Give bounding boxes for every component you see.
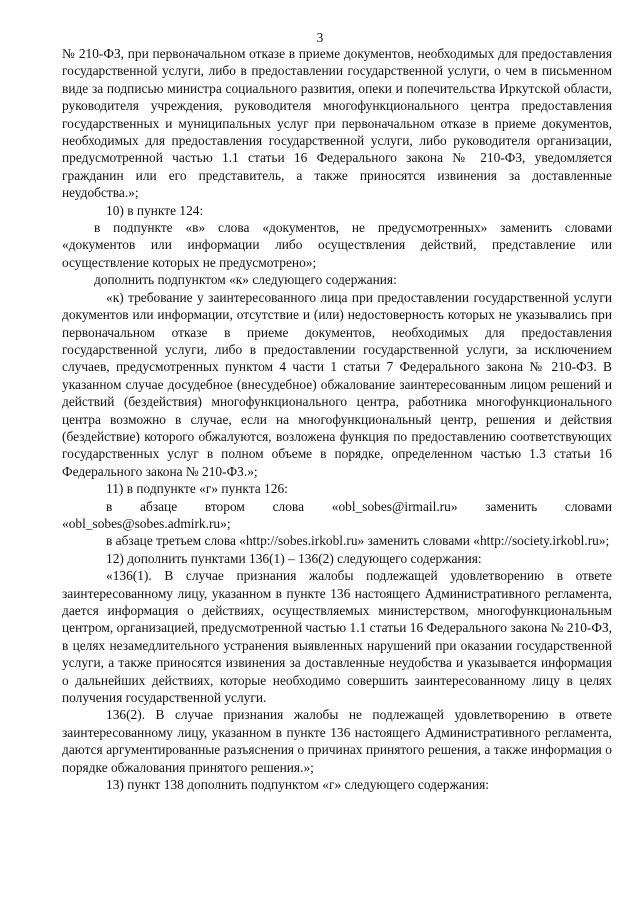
paragraph-3: в подпункте «в» слова «документов, не предусмотренных» заменить словами «документов или информации либо осуществления действий, представление или осуществление которых не предусмотрено»; [62, 220, 612, 270]
paragraph-1: № 210-ФЗ, при первоначальном отказе в приеме документов, необходимых для предоставления государственной услуги, либо в предоставлении государственной услуги, о чем в письменном виде за подписью министра социального развития, опеки и попечительства Иркутской области, руководителя учреждения, руководителя многофункционального центра предоставления государственных и муниципальных услуг при первоначальном отказе в приеме документов, необходимых для предоставления государственной услуги, либо руководителя организации, предусмотренной частью 1.1 статьи 16 Федерального закона № 210-ФЗ, уведомляется гражданин или его представитель, а также приносятся извинения за доставленные неудобства.»; [62, 46, 612, 201]
paragraph-4: дополнить подпунктом «к» следующего содержания: [94, 272, 397, 288]
paragraph-7: в абзаце втором слова «obl_sobes@irmail.ru» заменить словами «obl_sobes@sobes.admirk.ru»; [62, 498, 612, 531]
paragraph-10: «136(1). В случае признания жалобы подлежащей удовлетворению в ответе заинтересованному лицу, указанном в пункте 136 настоящего Административного регламента, дается информация о действиях, осуществляемых министерством, многофункциональным центром, организацией, предусмотренной частью 1.1 статьи 16 Федерального закона № 210-ФЗ, в целях незамедлительного устранения выявленных нарушений при оказании государственной услуги, а также приносятся извинения за доставленные неудобства и указывается информация о дальнейших действиях, которые необходимо совершить заинтересованному лицу в целях получения государственной услуги. [62, 568, 612, 706]
paragraph-9: 12) дополнить пунктами 136(1) – 136(2) следующего содержания: [106, 550, 482, 566]
paragraph-11: 136(2). В случае признания жалобы не подлежащей удовлетворению в ответе заинтересованному лицу, указанном в пункте 136 настоящего Административного регламента, даются аргументированные разъяснения о причинах принятого решения, а также информация о порядке обжалования принятого решения.»; [62, 707, 612, 775]
paragraph-5: «к) требование у заинтересованного лица при предоставлении государственной услуги документов или информации, отсутствие и (или) недостоверность которых не указывались при первоначальном отказе в приеме документов, необходимых для предоставления государственной услуги, либо в предоставлении государственной услуги, за исключением случаев, предусмотренных пунктом 4 части 1 статьи 7 Федерального закона № 210-ФЗ. В указанном случае досудебное (внесудебное) обжалование заинтересованным лицом решений и действий (бездействия) многофункционального центра, работника многофункционального центра возможно в случае, если на многофункциональный центр, решения и действия (бездействие) которого обжалуются, возложена функция по предоставлению соответствующих государственных услуг в полном объеме в порядке, определенном частью 1.3 статьи 16 Федерального закона № 210-ФЗ.»; [62, 289, 612, 479]
paragraph-6: 11) в подпункте «г» пункта 126: [106, 481, 288, 497]
paragraph-2: 10) в пункте 124: [106, 202, 204, 218]
document-body [62, 45, 612, 793]
paragraph-8: в абзаце третьем слова «http://sobes.irkobl.ru» заменить словами «http://society.irkobl.ru»; [106, 533, 610, 549]
paragraph-12: 13) пункт 138 дополнить подпунктом «г» следующего содержания: [106, 777, 489, 793]
page-number: 3 [316, 30, 324, 45]
